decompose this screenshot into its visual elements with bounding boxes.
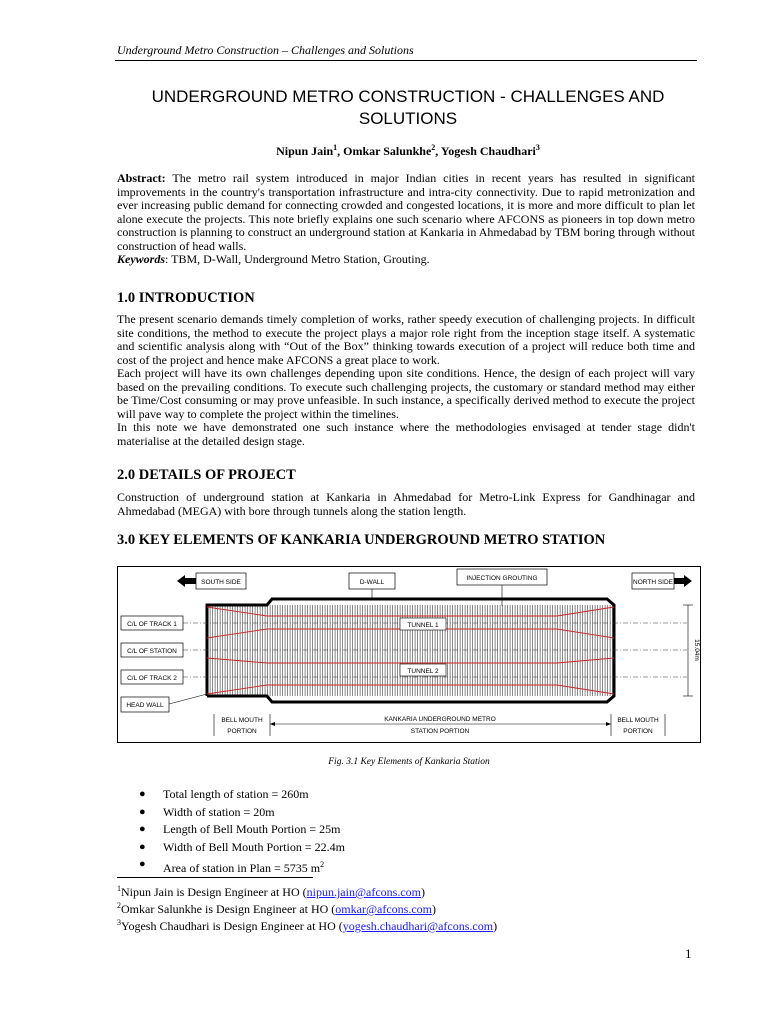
south-arrow-shaft	[185, 578, 196, 584]
bullet-icon: ●	[139, 858, 146, 870]
track-1-label: C/L OF TRACK 1	[127, 621, 177, 628]
abstract-label: Abstract:	[117, 171, 166, 185]
header-rule	[115, 60, 697, 61]
footnote-close: )	[493, 919, 498, 933]
head-wall-label: HEAD WALL	[126, 702, 164, 709]
author-affiliation-mark: 2	[431, 143, 436, 152]
footnote-text: Omkar Salunkhe is Design Engineer at HO (	[121, 902, 336, 916]
author-list	[110, 143, 706, 159]
keywords-text: : TBM, D-Wall, Underground Metro Station, Grouting.	[165, 252, 430, 266]
north-arrow-shaft	[674, 578, 684, 584]
title-line-1: UNDERGROUND METRO CONSTRUCTION - CHALLENGES AND	[151, 87, 665, 106]
footnotes	[117, 882, 497, 933]
footnote	[117, 899, 497, 916]
footnote	[117, 916, 497, 933]
introduction-text	[117, 313, 695, 448]
section-heading-introduction: 1.0 INTRODUCTION	[117, 290, 255, 306]
list-item	[117, 786, 345, 804]
width-dimension-label: 15.04m	[693, 639, 700, 661]
footnote-text: Nipun Jain is Design Engineer at HO (	[121, 885, 307, 899]
list-item-text: Width of Bell Mouth Portion = 22.4m	[163, 839, 345, 854]
bell-mouth-right-sublabel: PORTION	[623, 728, 653, 735]
email-link[interactable]: omkar@afcons.com	[335, 902, 432, 916]
section-heading-key-elements: 3.0 KEY ELEMENTS OF KANKARIA UNDERGROUND METRO STATION	[117, 532, 606, 548]
bullet-icon: ●	[139, 805, 146, 818]
list-item	[117, 839, 345, 857]
list-item-text: Total length of station = 260m	[163, 787, 309, 801]
bell-mouth-right-label: BELL MOUTH	[617, 717, 659, 724]
list-item-text: Area of station in Plan = 5735 m	[163, 861, 321, 875]
figure-caption: Fig. 3.1 Key Elements of Kankaria Station	[328, 757, 490, 767]
intro-paragraph-3: In this note we have demonstrated one such instance where the methodologies envisaged at tender stage didn't materialise at the detailed design stage.	[117, 420, 695, 448]
author-separator: ,	[435, 144, 441, 158]
author-affiliation-mark: 1	[333, 143, 338, 152]
author-separator: ,	[337, 144, 344, 158]
footnote-mark: 3	[117, 918, 121, 927]
footnote-rule	[117, 877, 313, 878]
station-centerline-label: C/L OF STATION	[127, 648, 177, 655]
list-item	[117, 821, 345, 839]
list-item	[117, 804, 345, 822]
bell-mouth-left-sublabel: PORTION	[227, 728, 257, 735]
north-side-label: NORTH SIDE	[633, 579, 673, 586]
list-item-text: Length of Bell Mouth Portion = 25m	[163, 822, 341, 836]
injection-grouting-label: INJECTION GROUTING	[466, 575, 538, 582]
email-link[interactable]: nipun.jain@afcons.com	[306, 885, 421, 899]
abstract	[117, 172, 695, 267]
email-link[interactable]: yogesh.chaudhari@afcons.com	[342, 919, 494, 933]
station-portion-label: KANKARIA UNDERGROUND METRO	[384, 716, 496, 723]
footnote-close: )	[421, 885, 425, 899]
author-name: Omkar Salunkhe	[343, 144, 432, 158]
tunnel-2-label: TUNNEL 2	[407, 668, 439, 675]
author-affiliation-mark: 3	[535, 143, 540, 152]
keywords-label: Keywords	[117, 252, 165, 266]
title-line-2: SOLUTIONS	[358, 109, 458, 128]
running-header: Underground Metro Construction – Challenges and Solutions	[117, 43, 414, 57]
page-number: 1	[685, 946, 692, 961]
bell-mouth-left-label: BELL MOUTH	[221, 717, 263, 724]
footnote-text: Yogesh Chaudhari is Design Engineer at HO (	[121, 919, 343, 933]
intro-paragraph-1: The present scenario demands timely completion of works, rather speedy execution of challenging projects. In difficult site conditions, the method to execute the project plays a major role right from the inception stage itself. A systematic and scientific analysis along with “Out of the Box” thinking towards execution of a project will reduce both time and cost of the project and hence make AFCONS a great place to work.	[117, 312, 695, 367]
footnote	[117, 882, 497, 899]
abstract-text: The metro rail system introduced in major Indian cities in recent years has resulted in significant improvements in the country's transportation infrastructure and intra-city connectivity. Due to rapid metronization and ever increasing public demand for connecting crowded and congested locations, it is more and more difficult to plan let alone execute the projects. This note briefly explains one such scenario where AFCONS as pioneers in top down metro construction is planning to construct an underground station at Kankaria in Ahmedabad by TBM boring through without construction of head walls.	[117, 171, 695, 253]
footnote-close: )	[431, 902, 436, 916]
author-name: Yogesh Chaudhari	[440, 144, 536, 158]
station-facts-list	[117, 786, 345, 874]
bullet-icon: ●	[139, 823, 146, 835]
bullet-icon: ●	[139, 788, 146, 800]
footnote-mark: 2	[117, 901, 121, 910]
bullet-icon: ●	[139, 840, 146, 853]
paper-title	[110, 86, 706, 130]
superscript: 2	[320, 860, 325, 869]
intro-paragraph-2: Each project will have its own challenges depending upon site conditions. Hence, the design of each project will vary based on the prevailing conditions. To execute such challenging projects, the customary or standard method may either be Time/Cost consuming or may prove unfeasible. In such instance, a specifically derived method to execute the project will pave way to complete the project within the timelines.	[117, 366, 695, 421]
author-name: Nipun Jain	[276, 144, 334, 158]
list-item	[117, 856, 345, 874]
track-2-label: C/L OF TRACK 2	[127, 675, 177, 682]
tunnel-1-label: TUNNEL 1	[407, 622, 439, 629]
section-heading-details: 2.0 DETAILS OF PROJECT	[117, 467, 296, 483]
d-wall-label: D-WALL	[359, 579, 385, 586]
details-paragraph: Construction of underground station at Kankaria in Ahmedabad for Metro-Link Express for Gandhinagar and Ahmedabad (MEGA) with bore through tunnels along the station length.	[117, 490, 695, 518]
station-plan-figure	[117, 566, 701, 743]
south-side-label: SOUTH SIDE	[201, 579, 241, 586]
station-portion-sublabel: STATION PORTION	[410, 728, 470, 735]
list-item-text: Width of station = 20m	[163, 804, 275, 819]
footnote-mark: 1	[117, 884, 121, 893]
